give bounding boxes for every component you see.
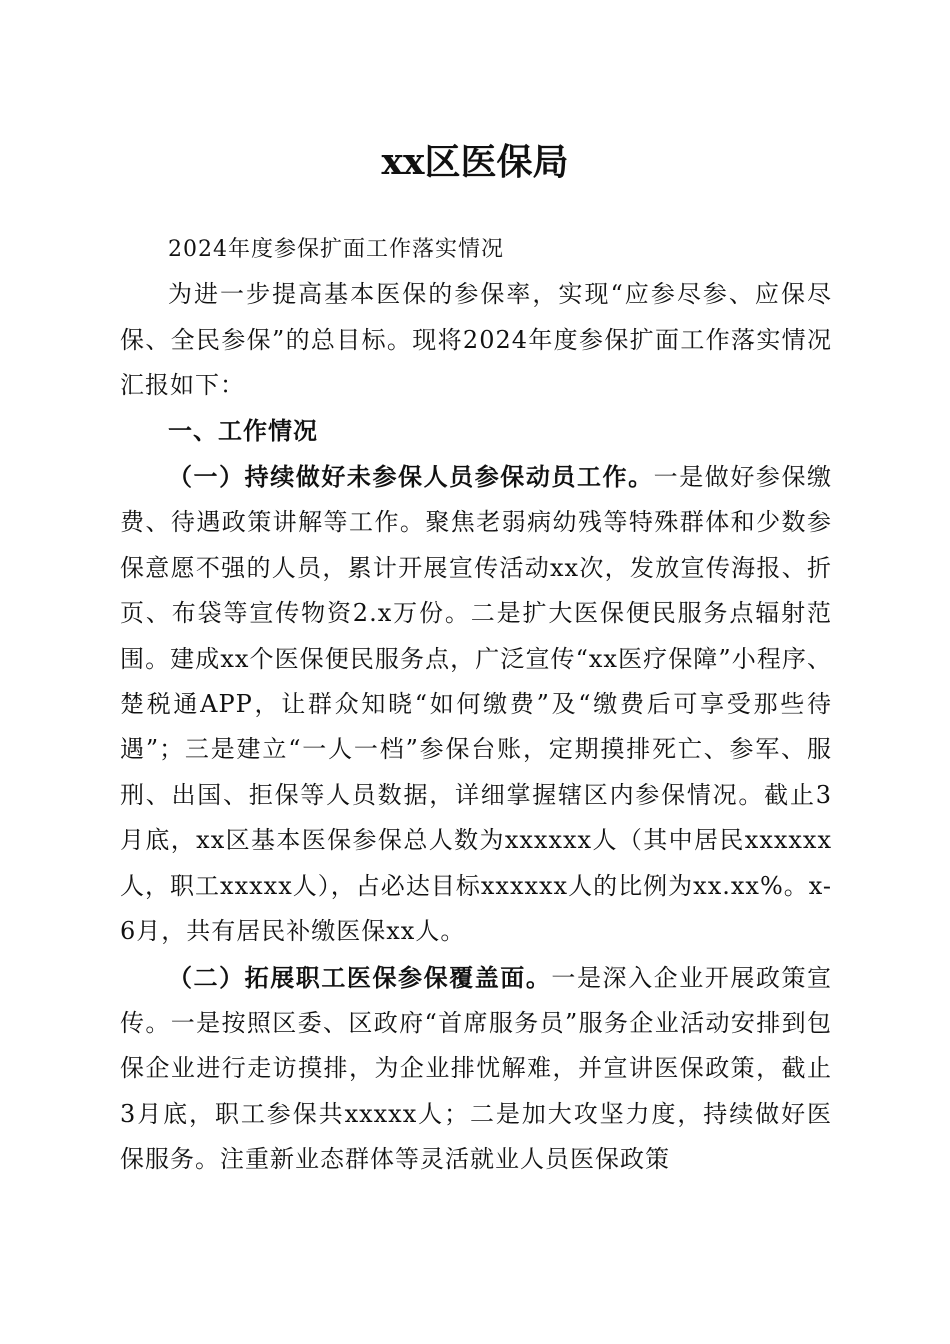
subsection-1-heading: （一）持续做好未参保人员参保动员工作。 (168, 462, 654, 492)
section-heading-work-status: 一、工作情况 (168, 416, 318, 445)
subsection-2-body: 一是深入企业开展政策宣传。一是按照区委、区政府“首席服务员”服务企业活动安排到包保企业进行走访摸排，为企业排忧解难，并宣讲医保政策，截止3月底，职工参保共xxxxx人；二是加大攻坚力度，持续做好医保服务。注重新业态群体等灵活就业人员医保政策 (120, 963, 833, 1174)
document-subtitle: 2024年度参保扩面工作落实情况 (168, 237, 504, 262)
subsection-2-heading: （二）拓展职工医保参保覆盖面。 (168, 962, 552, 992)
document-title: xx区医保局 (381, 141, 569, 183)
document-body (120, 227, 832, 1183)
subsection-2-paragraph (120, 955, 832, 1183)
subsection-1-paragraph (120, 454, 832, 954)
intro-paragraph: 为进一步提高基本医保的参保率，实现“应参尽参、应保尽保、全民参保”的总目标。现将2024年度参保扩面工作落实情况汇报如下： (120, 280, 832, 400)
subsection-1-body: 一是做好参保缴费、待遇政策讲解等工作。聚焦老弱病幼残等特殊群体和少数参保意愿不强的人员，累计开展宣传活动xx次，发放宣传海报、折页、布袋等宣传物资2.x万份。二是扩大医保便民服务点辐射范围。建成xx个医保便民服务点，广泛宣传“xx医疗保障”小程序、楚税通APP，让群众知晓“如何缴费”及“缴费后可享受那些待遇”；三是建立“一人一档”参保台账，定期摸排死亡、参军、服刑、出国、拒保等人员数据，详细掌握辖区内参保情况。截止3月底，xx区基本医保参保总人数为xxxxxx人（其中居民xxxxxx人，职工xxxxx人），占必达目标xxxxxx人的比例为xx.xx%。x-6月，共有居民补缴医保xx人。 (120, 463, 833, 946)
